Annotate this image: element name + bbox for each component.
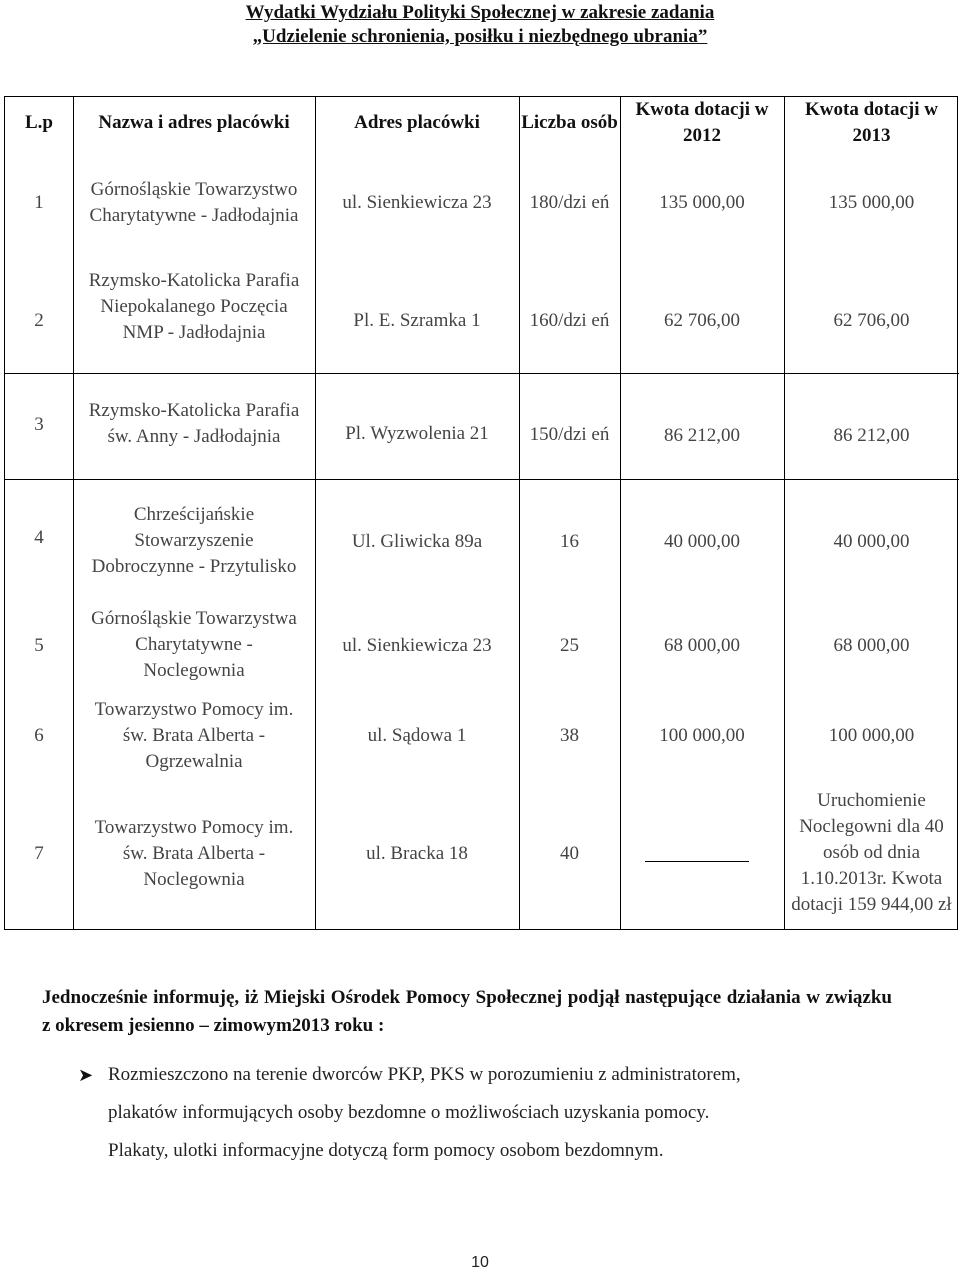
row-2-lp: 2 bbox=[34, 310, 44, 331]
notice-paragraph: Jednocześnie informuję, iż Miejski Ośrodek Pomocy Społecznej podjął następujące działania w związku z okresem jesienno – zimowym2013 roku : bbox=[42, 987, 892, 1036]
row-2-amount-2012: 62 706,00 bbox=[664, 310, 740, 331]
row-5-name: Górnośląskie Towarzystwa Charytatywne - Noclegownia bbox=[91, 608, 297, 681]
row-2-people: 160/dzi eń bbox=[529, 310, 610, 331]
row-1-amount-2012: 135 000,00 bbox=[659, 192, 745, 213]
bullet-line-3: Plakaty, ulotki informacyjne dotyczą form pomocy osobom bezdomnym. bbox=[108, 1140, 664, 1161]
row-4-people: 16 bbox=[560, 531, 579, 552]
row-2-name: Rzymsko-Katolicka Parafia Niepokalanego Poczęcia NMP - Jadłodajnia bbox=[88, 270, 300, 343]
header-amount-2013: Kwota dotacji w 2013 bbox=[805, 99, 938, 146]
header-amount-2012: Kwota dotacji w 2012 bbox=[635, 99, 769, 146]
row-5-address: ul. Sienkiewicza 23 bbox=[342, 635, 492, 656]
row-5-people: 25 bbox=[560, 635, 579, 656]
header-address: Adres placówki bbox=[354, 112, 480, 133]
bullet-line-1: Rozmieszczono na terenie dworców PKP, PKS w porozumieniu z administratorem, bbox=[108, 1064, 741, 1085]
document-title-line-1: Wydatki Wydziału Polityki Społecznej w zakresie zadania bbox=[245, 2, 715, 23]
row-7-lp: 7 bbox=[34, 843, 44, 864]
row-1-lp: 1 bbox=[34, 192, 44, 213]
row-1-amount-2013: 135 000,00 bbox=[828, 192, 915, 213]
row-6-name: Towarzystwo Pomocy im. św. Brata Alberta - Ogrzewalnia bbox=[94, 699, 294, 772]
row-4-address: Ul. Gliwicka 89a bbox=[351, 531, 483, 552]
header-people: Liczba osób bbox=[521, 112, 618, 133]
row-7-name: Towarzystwo Pomocy im. św. Brata Alberta - Noclegownia bbox=[94, 817, 294, 890]
row-3-amount-2012: 86 212,00 bbox=[664, 425, 740, 446]
row-6-people: 38 bbox=[560, 725, 579, 746]
row-5-lp: 5 bbox=[34, 635, 44, 656]
row-3-amount-2013: 86 212,00 bbox=[833, 425, 910, 446]
row-2-amount-2013: 62 706,00 bbox=[833, 310, 910, 331]
row-3-lp: 3 bbox=[34, 414, 44, 435]
header-lp: L.p bbox=[25, 112, 53, 133]
row-1-address: ul. Sienkiewicza 23 bbox=[342, 192, 492, 213]
header-name: Nazwa i adres placówki bbox=[98, 112, 290, 133]
page-number: 10 bbox=[471, 1254, 489, 1271]
row-1-name: Górnośląskie Towarzystwo Charytatywne - Jadłodajnia bbox=[89, 179, 299, 226]
expenses-table bbox=[4, 96, 958, 930]
row-6-address: ul. Sądowa 1 bbox=[367, 725, 467, 746]
row-4-lp: 4 bbox=[34, 527, 44, 548]
row-5-amount-2013: 68 000,00 bbox=[833, 635, 910, 656]
row-4-amount-2012: 40 000,00 bbox=[664, 531, 740, 552]
row-2-address: Pl. E. Szramka 1 bbox=[353, 310, 481, 331]
row-6-amount-2013: 100 000,00 bbox=[828, 725, 915, 746]
row-3-address: Pl. Wyzwolenia 21 bbox=[345, 423, 489, 444]
row-7-amount-2012-dash bbox=[645, 861, 749, 862]
document-title-line-2: „Udzielenie schronienia, posiłku i niezbędnego ubrania” bbox=[252, 26, 708, 47]
row-5-amount-2012: 68 000,00 bbox=[664, 635, 740, 656]
row-4-name: Chrześcijańskie Stowarzyszenie Dobroczynne - Przytulisko bbox=[91, 504, 297, 577]
row-1-people: 180/dzi eń bbox=[529, 192, 610, 213]
row-7-people: 40 bbox=[560, 843, 579, 864]
row-7-amount-2013-note: Uruchomienie Noclegowni dla 40 osób od dnia 1.10.2013r. Kwota dotacji 159 944,00 zł bbox=[791, 790, 952, 915]
row-3-name: Rzymsko-Katolicka Parafia św. Anny - Jadłodajnia bbox=[88, 400, 300, 447]
row-7-address: ul. Bracka 18 bbox=[366, 843, 468, 864]
row-3-people: 150/dzi eń bbox=[529, 424, 610, 445]
row-4-amount-2013: 40 000,00 bbox=[833, 531, 910, 552]
bullet-line-2: plakatów informujących osoby bezdomne o możliwościach uzyskania pomocy. bbox=[108, 1102, 710, 1123]
row-6-lp: 6 bbox=[34, 725, 44, 746]
row-6-amount-2012: 100 000,00 bbox=[659, 725, 745, 746]
bullet-arrow-icon: ➤ bbox=[78, 1065, 94, 1085]
